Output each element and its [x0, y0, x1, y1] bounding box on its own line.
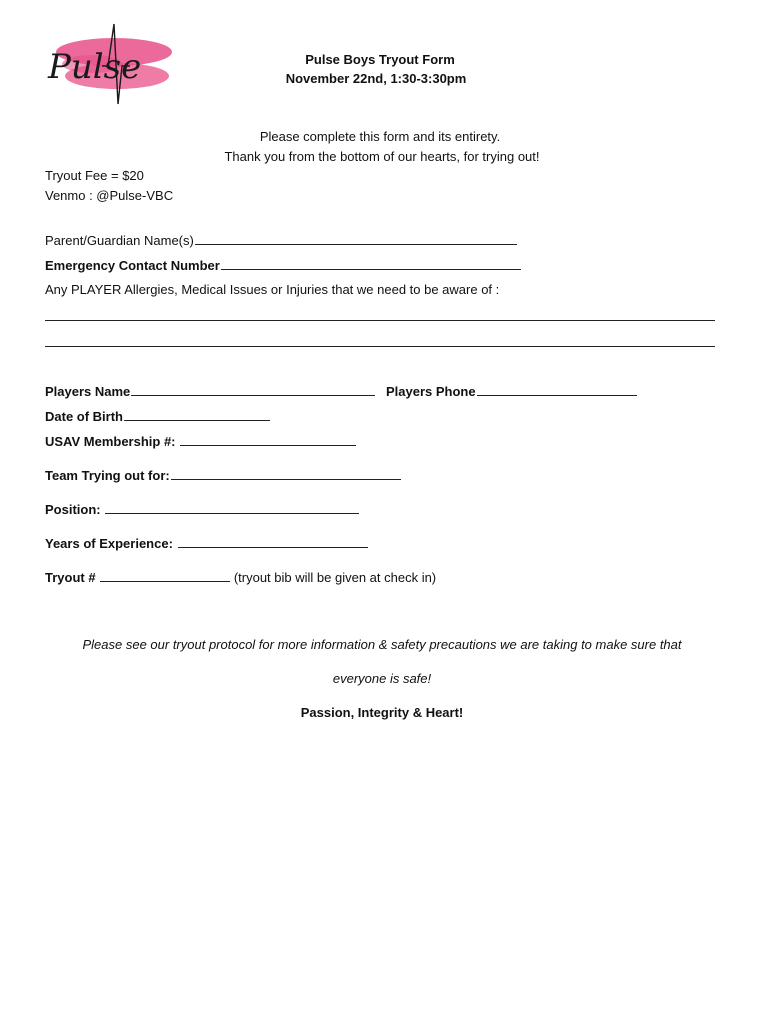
tryout-number-field — [45, 569, 436, 586]
position-blank[interactable] — [105, 501, 359, 514]
team-field — [45, 467, 401, 484]
allergies-blank-2[interactable] — [45, 346, 715, 347]
player-phone-label: Players Phone — [386, 384, 476, 399]
form-title: Pulse Boys Tryout Form — [305, 52, 455, 67]
player-name-label: Players Name — [45, 384, 131, 399]
guardian-blank[interactable] — [195, 232, 517, 245]
allergies-blank-1[interactable] — [45, 320, 715, 321]
usav-label: USAV Membership #: — [45, 434, 176, 449]
emergency-blank[interactable] — [221, 257, 521, 270]
protocol-line-1: Please see our tryout protocol for more information & safety precautions we are taking to make sure that — [82, 637, 682, 652]
tryout-number-blank[interactable] — [100, 569, 230, 582]
motto: Passion, Integrity & Heart! — [300, 705, 464, 720]
team-blank[interactable] — [171, 467, 401, 480]
player-name-blank[interactable] — [131, 383, 375, 396]
player-name-field — [45, 383, 375, 400]
player-phone-field — [386, 383, 637, 400]
intro-line-2: Thank you from the bottom of our hearts, for trying out! — [224, 149, 540, 164]
player-phone-blank[interactable] — [477, 383, 637, 396]
form-date: November 22nd, 1:30-3:30pm — [285, 71, 467, 86]
tryout-bib-note: (tryout bib will be given at check in) — [233, 570, 437, 585]
pulse-logo — [42, 22, 177, 110]
position-label: Position: — [45, 502, 101, 517]
emergency-label: Emergency Contact Number — [45, 258, 220, 273]
intro-line-1: Please complete this form and its entirety. — [259, 129, 501, 144]
position-field — [45, 501, 359, 518]
logo-text: Pulse — [48, 47, 142, 87]
tryout-number-label: Tryout # — [45, 570, 96, 585]
usav-blank[interactable] — [180, 433, 356, 446]
experience-field — [45, 535, 368, 552]
experience-label: Years of Experience: — [45, 536, 173, 551]
emergency-field — [45, 257, 521, 274]
venmo-handle: Venmo : @Pulse-VBC — [45, 188, 174, 203]
usav-field — [45, 433, 356, 450]
protocol-line-2: everyone is safe! — [332, 671, 432, 686]
allergies-label: Any PLAYER Allergies, Medical Issues or Injuries that we need to be aware of : — [45, 282, 500, 297]
dob-field — [45, 408, 270, 425]
experience-blank[interactable] — [178, 535, 368, 548]
team-label: Team Trying out for: — [45, 468, 170, 483]
guardian-label: Parent/Guardian Name(s) — [45, 233, 194, 248]
dob-label: Date of Birth — [45, 409, 123, 424]
dob-blank[interactable] — [124, 408, 270, 421]
guardian-field — [45, 232, 517, 249]
tryout-fee: Tryout Fee = $20 — [45, 168, 144, 183]
